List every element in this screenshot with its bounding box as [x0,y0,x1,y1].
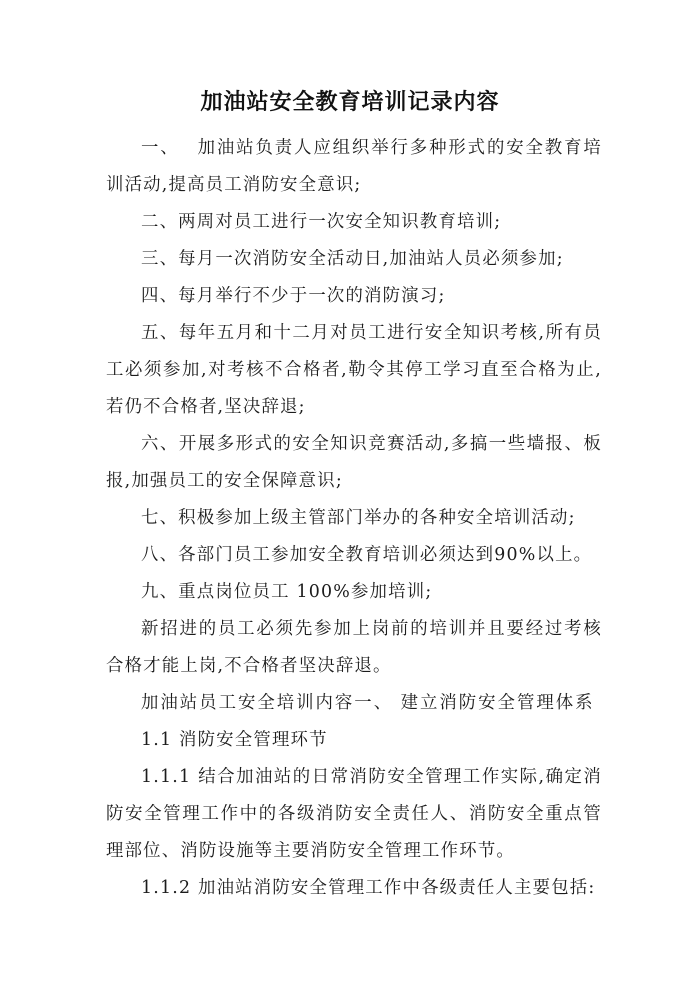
paragraph-item-8: 八、各部门员工参加安全教育培训必须达到90%以上。 [141,545,593,565]
paragraph-new-hire: 新招进的员工必须先参加上岗前的培训并且要经过考核合格才能上岗,不合格者坚决辞退。 [106,619,602,676]
paragraph-training-content: 加油站员工安全培训内容一、 建立消防安全管理体系 [141,693,595,713]
paragraph-item-4: 四、每月举行不少于一次的消防演习; [141,286,446,306]
document-body [106,130,602,907]
paragraph-item-3: 三、每月一次消防安全活动日,加油站人员必须参加; [141,249,564,269]
paragraph-item-6: 六、开展多形式的安全知识竞赛活动,多搞一些墙报、板报,加强员工的安全保障意识; [106,434,602,491]
paragraph-section-1-1-1: 1.1.1 结合加油站的日常消防安全管理工作实际,确定消防安全管理工作中的各级消防安全责任人、消防安全重点管理部位、消防设施等主要消防安全管理工作环节。 [106,767,602,861]
paragraph-item-7: 七、积极参加上级主管部门举办的各种安全培训活动; [141,508,576,528]
paragraph-item-5: 五、每年五月和十二月对员工进行安全知识考核,所有员工必须参加,对考核不合格者,勒令其停工学习直至合格为止,若仍不合格者,坚决辞退; [106,323,602,417]
paragraph-section-1-1: 1.1 消防安全管理环节 [141,730,328,750]
paragraph-item-2: 二、两周对员工进行一次安全知识教育培训; [141,212,502,232]
paragraph-item-1: 一、 加油站负责人应组织举行多种形式的安全教育培训活动,提高员工消防安全意识; [106,138,602,195]
paragraph-item-9: 九、重点岗位员工 100%参加培训; [141,582,433,602]
document-title: 加油站安全教育培训记录内容 [200,90,500,115]
paragraph-section-1-1-2: 1.1.2 加油站消防安全管理工作中各级责任人主要包括: [141,878,596,898]
